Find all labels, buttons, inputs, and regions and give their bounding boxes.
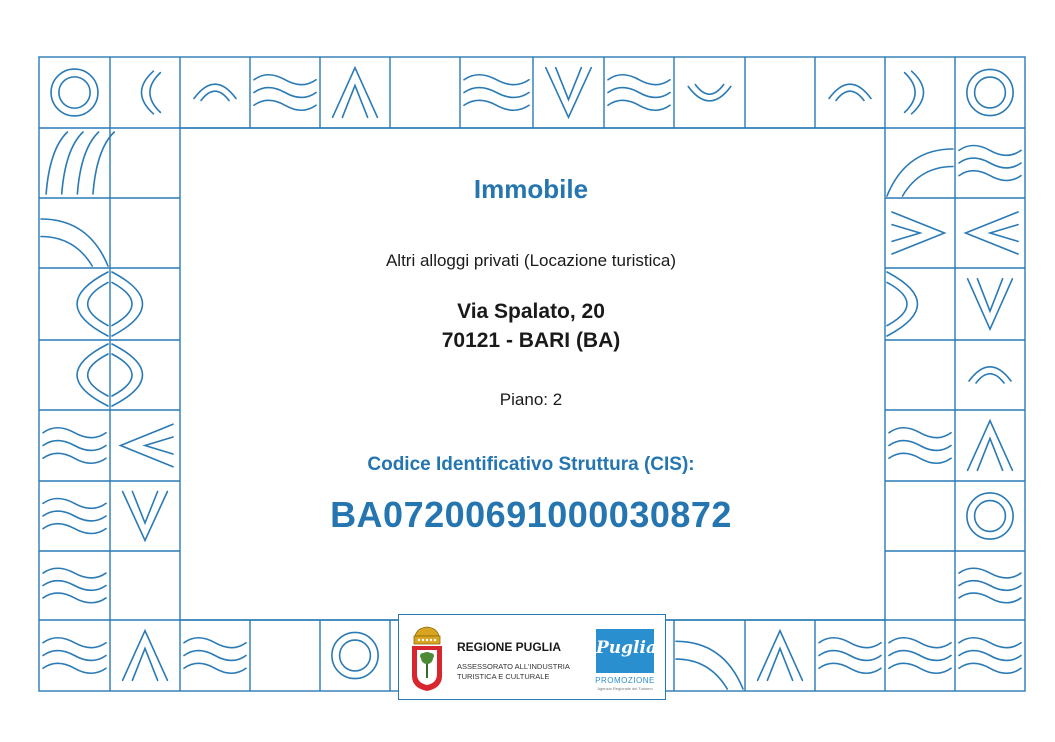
puglia-brand-text: Puglia: [596, 638, 657, 658]
regione-puglia-subtitle-1: ASSESSORATO ALL'INDUSTRIA: [457, 662, 570, 671]
regione-puglia-subtitle-2: TURISTICA E CULTURALE: [457, 672, 550, 681]
cis-code: BA07200691000030872: [330, 494, 732, 535]
promozione-text: PROMOZIONE: [595, 676, 655, 685]
page-title: Immobile: [473, 174, 589, 204]
address-city: 70121 - BARI (BA): [441, 329, 621, 352]
property-category: Altri alloggi privati (Locazione turistica): [385, 251, 677, 270]
regione-puglia-title: REGIONE PUGLIA: [457, 640, 562, 654]
address-street: Via Spalato, 20: [457, 300, 605, 323]
cis-label: Codice Identificativo Struttura (CIS):: [367, 454, 695, 475]
floor-label: Piano:: [499, 390, 548, 409]
promozione-subtitle: Agenzia Regionale del Turismo: [597, 686, 653, 691]
puglia-promozione-logo: [596, 629, 657, 673]
floor-info: [180, 390, 882, 410]
logos-panel: [398, 614, 666, 700]
regione-puglia-crest-icon: [409, 626, 445, 692]
floor-value: 2: [552, 390, 563, 409]
property-card: [180, 128, 882, 618]
